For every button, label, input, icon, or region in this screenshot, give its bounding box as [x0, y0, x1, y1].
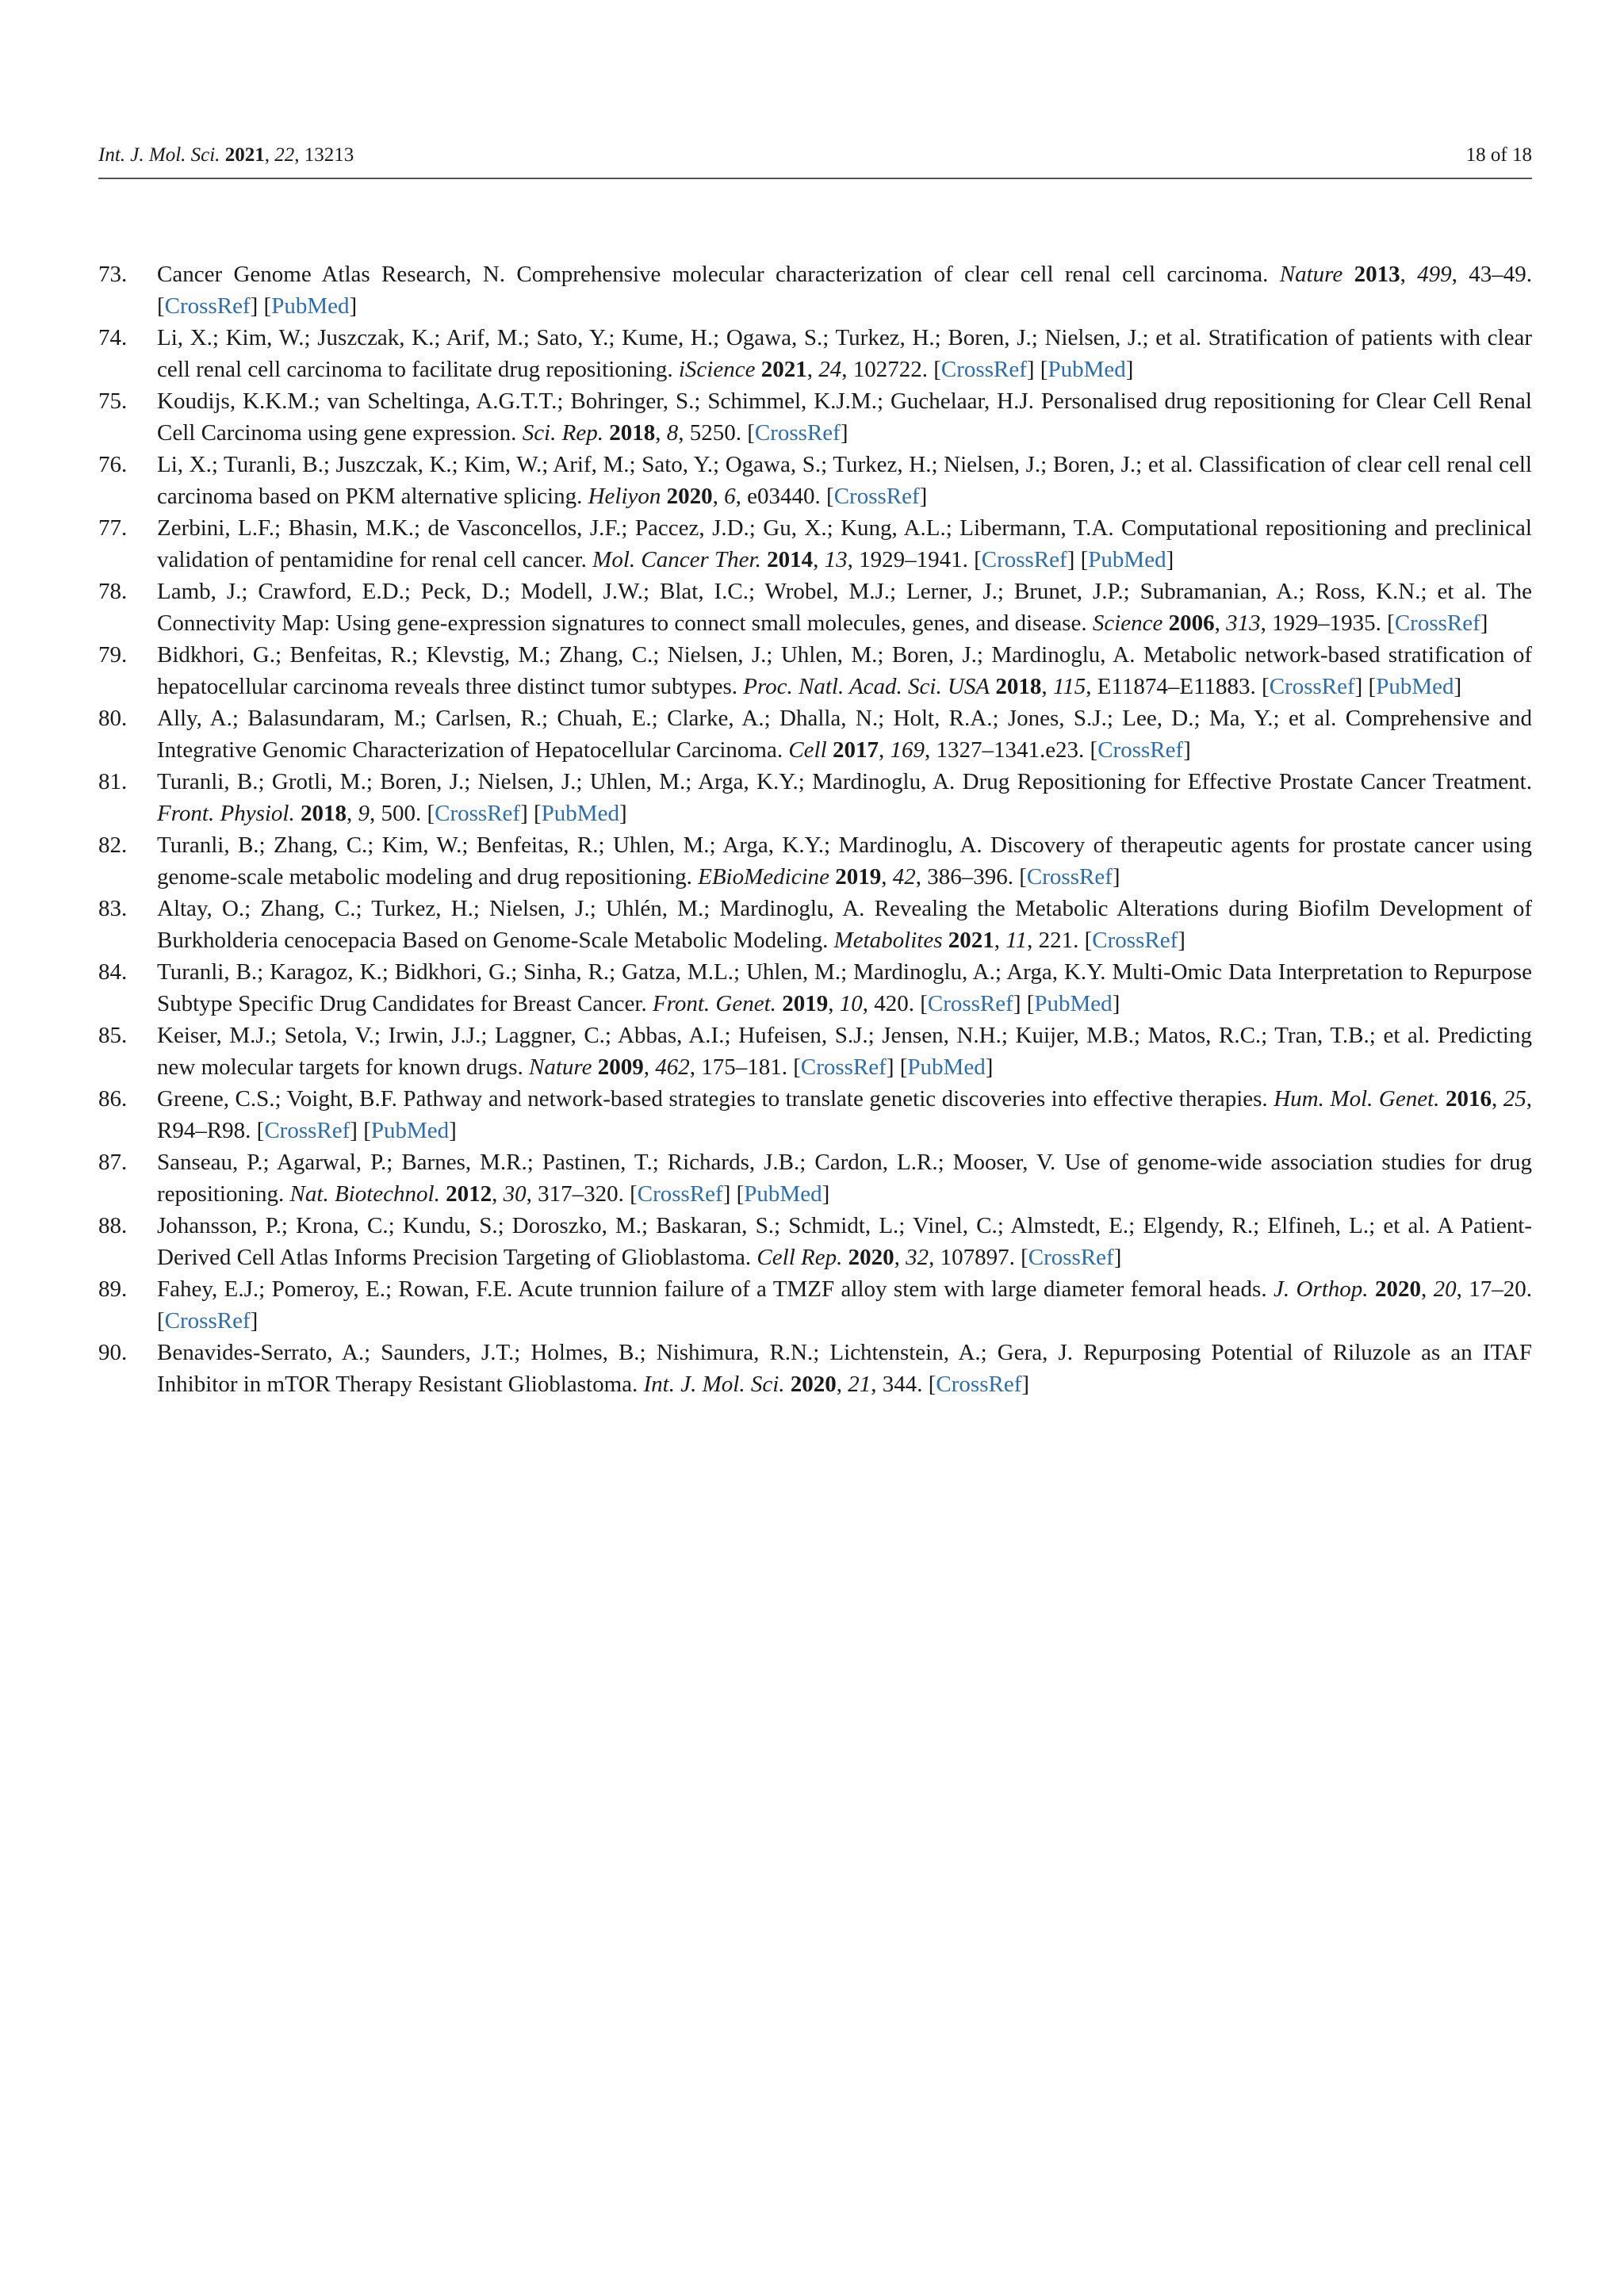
reference-segment: ] — [822, 1181, 830, 1207]
reference-text — [157, 642, 1532, 699]
journal-volume: 22 — [274, 144, 295, 166]
reference-number: 81. — [98, 769, 128, 794]
reference-journal-or-volume: 24 — [818, 357, 842, 382]
reference-segment: , 1929–1941. [ — [847, 547, 982, 572]
reference-journal-or-volume: Nature — [528, 1054, 592, 1080]
reference-segment: , — [836, 1372, 848, 1397]
reference-item — [98, 512, 1532, 576]
reference-number: 88. — [98, 1213, 128, 1238]
reference-journal-or-volume: 115 — [1052, 674, 1086, 699]
reference-journal-or-volume: Cell Rep. — [756, 1245, 843, 1270]
reference-segment: ] — [840, 420, 848, 446]
crossref-link[interactable]: CrossRef — [264, 1118, 350, 1143]
reference-segment: , — [813, 547, 825, 572]
reference-journal-or-volume: iScience — [678, 357, 756, 382]
pubmed-link[interactable]: PubMed — [1088, 547, 1166, 572]
reference-year: 2020 — [848, 1245, 894, 1270]
reference-number: 76. — [98, 452, 128, 477]
reference-segment: , 5250. [ — [678, 420, 755, 446]
reference-year: 2013 — [1354, 262, 1400, 287]
reference-journal-or-volume: Heliyon — [588, 484, 661, 509]
reference-year: 2014 — [767, 547, 814, 572]
reference-journal-or-volume: 32 — [906, 1245, 929, 1270]
reference-year: 2020 — [666, 484, 713, 509]
reference-year: 2017 — [832, 737, 879, 763]
reference-segment — [592, 1054, 597, 1080]
reference-segment — [1439, 1086, 1446, 1112]
reference-year: 2009 — [597, 1054, 644, 1080]
reference-segment: , 1327–1341.e23. [ — [924, 737, 1098, 763]
reference-segment: , E11874–E11883. [ — [1086, 674, 1270, 699]
reference-text — [157, 262, 1532, 319]
reference-segment: , — [878, 737, 891, 763]
reference-segment: Turanli, B.; Grotli, M.; Boren, J.; Nielsen, J.; Uhlen, M.; Arga, K.Y.; Mardinoglu, A. Drug Repositioning for Effective Prostate Cancer Treatment. — [157, 769, 1532, 794]
reference-journal-or-volume: Science — [1092, 610, 1163, 636]
reference-text — [157, 325, 1532, 382]
reference-number: 90. — [98, 1340, 128, 1365]
reference-item — [98, 1146, 1532, 1210]
reference-segment: Bidkhori, G.; Benfeitas, R.; Klevstig, M.; Zhang, C.; Nielsen, J.; Uhlen, M.; Boren, J.; Mardinoglu, A. Metabolic network-based stratification of hepatocellular carcinoma reveals three distinct tumor subtypes. — [157, 642, 1532, 699]
reference-item — [98, 1210, 1532, 1273]
reference-item — [98, 1083, 1532, 1146]
reference-segment: Greene, C.S.; Voight, B.F. Pathway and network-based strategies to translate genetic discoveries into effective therapies. — [157, 1086, 1274, 1112]
journal-citation: Int. J. Mol. Sci. 2021, 22, 13213 — [98, 144, 354, 166]
reference-journal-or-volume: Hum. Mol. Genet. — [1274, 1086, 1440, 1112]
reference-segment: ] [ — [350, 1118, 371, 1143]
crossref-link[interactable]: CrossRef — [981, 547, 1067, 572]
crossref-link[interactable]: CrossRef — [1269, 674, 1355, 699]
reference-journal-or-volume: 30 — [503, 1181, 527, 1207]
reference-number: 85. — [98, 1023, 128, 1048]
reference-segment: ] — [919, 484, 928, 509]
crossref-link[interactable]: CrossRef — [1092, 928, 1178, 953]
reference-text — [157, 769, 1532, 826]
reference-segment: ] [ — [722, 1181, 745, 1207]
reference-segment: ] — [1113, 1245, 1122, 1270]
reference-journal-or-volume: 21 — [848, 1372, 871, 1397]
reference-item — [98, 702, 1532, 766]
reference-year: 2020 — [1374, 1276, 1421, 1302]
reference-segment — [440, 1181, 446, 1207]
reference-segment: , — [643, 1054, 656, 1080]
reference-segment: Sanseau, P.; Agarwal, P.; Barnes, M.R.; Pastinen, T.; Richards, J.B.; Cardon, L.R.; Mooser, V. Use of genome-wide association studies for drug repositioning. — [157, 1150, 1532, 1207]
crossref-link[interactable]: CrossRef — [435, 801, 521, 826]
reference-item — [98, 1273, 1532, 1337]
crossref-link[interactable]: CrossRef — [936, 1372, 1022, 1397]
reference-segment: ] [ — [1026, 357, 1048, 382]
reference-segment: , 344. [ — [871, 1372, 936, 1397]
reference-item — [98, 1337, 1532, 1400]
reference-segment: ] — [1480, 610, 1488, 636]
reference-text — [157, 452, 1532, 509]
reference-segment: , 107897. [ — [929, 1245, 1028, 1270]
reference-year: 2016 — [1445, 1086, 1492, 1112]
reference-segment: , — [712, 484, 725, 509]
reference-segment: , 420. [ — [862, 991, 928, 1016]
reference-segment: ] — [250, 1308, 259, 1334]
reference-journal-or-volume: Front. Physiol. — [157, 801, 295, 826]
reference-segment — [1369, 1276, 1375, 1302]
reference-segment — [661, 484, 666, 509]
reference-list — [98, 258, 1532, 1400]
reference-number: 84. — [98, 959, 128, 985]
reference-segment: , e03440. [ — [735, 484, 834, 509]
reference-segment: Cancer Genome Atlas Research, N. Comprehensive molecular characterization of clear cell renal cell carcinoma. — [157, 262, 1280, 287]
article-number: 13213 — [304, 144, 354, 166]
reference-segment: ] [ — [520, 801, 542, 826]
reference-segment: ] — [985, 1054, 994, 1080]
reference-year: 2006 — [1168, 610, 1215, 636]
reference-item — [98, 1020, 1532, 1083]
reference-segment: ] [ — [886, 1054, 908, 1080]
reference-journal-or-volume: 499 — [1417, 262, 1452, 287]
reference-text — [157, 959, 1532, 1016]
reference-segment: , — [894, 1245, 906, 1270]
crossref-link[interactable]: CrossRef — [164, 293, 251, 319]
reference-item — [98, 258, 1532, 322]
reference-segment: , — [655, 420, 667, 446]
reference-segment: ] — [1112, 864, 1120, 890]
reference-segment: Fahey, E.J.; Pomeroy, E.; Rowan, F.E. Acute trunnion failure of a TMZF alloy stem with large diameter femoral heads. — [157, 1276, 1274, 1302]
pubmed-link[interactable]: PubMed — [1048, 357, 1126, 382]
reference-segment: , — [1491, 1086, 1503, 1112]
reference-item — [98, 449, 1532, 512]
reference-journal-or-volume: Front. Genet. — [652, 991, 776, 1016]
reference-segment: ] [ — [250, 293, 272, 319]
reference-number: 86. — [98, 1086, 128, 1112]
reference-segment: , 221. [ — [1027, 928, 1093, 953]
reference-text — [157, 1276, 1532, 1334]
reference-text — [157, 1086, 1532, 1143]
reference-segment: , 175–181. [ — [689, 1054, 801, 1080]
reference-journal-or-volume: 313 — [1226, 610, 1261, 636]
reference-segment: ] — [1178, 928, 1185, 953]
reference-segment: Lamb, J.; Crawford, E.D.; Peck, D.; Modell, J.W.; Blat, I.C.; Wrobel, M.J.; Lerner, J.; Brunet, J.P.; Subramanian, A.; Ross, K.N.; et al. The Connectivity Map: Using gene-expression signatures to connect small molecules, genes, and disease. — [157, 579, 1532, 636]
reference-year: 2012 — [446, 1181, 492, 1207]
reference-segment: ] — [1021, 1372, 1030, 1397]
reference-segment: ] — [1166, 547, 1174, 572]
reference-item — [98, 766, 1532, 829]
reference-segment: , — [994, 928, 1006, 953]
reference-segment — [827, 737, 833, 763]
reference-text — [157, 706, 1532, 763]
reference-journal-or-volume: Int. J. Mol. Sci. — [643, 1372, 785, 1397]
reference-journal-or-volume: Nat. Biotechnol. — [289, 1181, 440, 1207]
crossref-link[interactable]: CrossRef — [1097, 737, 1184, 763]
reference-item — [98, 639, 1532, 702]
reference-segment: , 43–49. [ — [157, 262, 1532, 319]
reference-text — [157, 896, 1532, 953]
reference-number: 73. — [98, 262, 128, 287]
pubmed-link[interactable]: PubMed — [1034, 991, 1113, 1016]
reference-year: 2021 — [948, 928, 994, 953]
reference-journal-or-volume: 10 — [839, 991, 863, 1016]
reference-segment: , 500. [ — [369, 801, 435, 826]
reference-segment — [755, 357, 760, 382]
reference-segment — [785, 1372, 791, 1397]
reference-number: 87. — [98, 1150, 128, 1175]
reference-number: 82. — [98, 832, 128, 858]
reference-journal-or-volume: 11 — [1005, 928, 1028, 953]
reference-segment: ] — [1125, 357, 1134, 382]
reference-segment: Koudijs, K.K.M.; van Scheltinga, A.G.T.T.; Bohringer, S.; Schimmel, K.J.M.; Guchelaar, H.J. Personalised drug repositioning for Clear Cell Renal Cell Carcinoma using gene expression. — [157, 388, 1532, 446]
reference-segment: , — [881, 864, 893, 890]
reference-segment: Turanli, B.; Zhang, C.; Kim, W.; Benfeitas, R.; Uhlen, M.; Arga, K.Y.; Mardinoglu, A. Discovery of therapeutic agents for prostate cancer using genome-scale metabolic modeling and drug repositioning. — [157, 832, 1532, 890]
reference-number: 75. — [98, 388, 128, 414]
reference-segment: , 17–20. [ — [157, 1276, 1533, 1334]
reference-journal-or-volume: Nature — [1279, 262, 1343, 287]
crossref-link[interactable]: CrossRef — [800, 1054, 887, 1080]
reference-text — [157, 515, 1532, 572]
reference-journal-or-volume: 42 — [892, 864, 916, 890]
reference-text — [157, 579, 1532, 636]
reference-journal-or-volume: J. Orthop. — [1273, 1276, 1369, 1302]
reference-journal-or-volume: Mol. Cancer Ther. — [592, 547, 761, 572]
reference-segment: ] — [1112, 991, 1120, 1016]
reference-segment: , R94–R98. [ — [157, 1086, 1533, 1143]
reference-segment — [943, 928, 948, 953]
crossref-link[interactable]: CrossRef — [927, 991, 1013, 1016]
crossref-link[interactable]: CrossRef — [833, 484, 920, 509]
reference-segment — [295, 801, 301, 826]
reference-year: 2020 — [790, 1372, 837, 1397]
reference-journal-or-volume: Proc. Natl. Acad. Sci. USA — [743, 674, 990, 699]
reference-journal-or-volume: 20 — [1433, 1276, 1457, 1302]
reference-segment: ] [ — [1013, 991, 1035, 1016]
reference-journal-or-volume: Sci. Rep. — [522, 420, 603, 446]
reference-segment: ] — [619, 801, 627, 826]
reference-text — [157, 388, 1532, 446]
reference-segment: , — [1214, 610, 1227, 636]
reference-segment: ] [ — [1067, 547, 1089, 572]
reference-item — [98, 829, 1532, 893]
reference-segment — [1162, 610, 1168, 636]
reference-segment: ] — [449, 1118, 457, 1143]
journal-abbrev: Int. J. Mol. Sci. — [98, 144, 220, 166]
reference-segment: Turanli, B.; Karagoz, K.; Bidkhori, G.; Sinha, R.; Gatza, M.L.; Uhlen, M.; Mardinoglu, A.; Arga, K.Y. Multi-Omic Data Interpretation to Repurpose Subtype Specific Drug Candidates for Breast Cancer. — [157, 959, 1532, 1016]
journal-year: 2021 — [224, 144, 265, 166]
crossref-link[interactable]: CrossRef — [1028, 1245, 1114, 1270]
reference-journal-or-volume: 6 — [724, 484, 736, 509]
reference-segment — [842, 1245, 848, 1270]
crossref-link[interactable]: CrossRef — [164, 1308, 251, 1334]
crossref-link[interactable]: CrossRef — [754, 420, 841, 446]
reference-year: 2018 — [609, 420, 656, 446]
reference-segment: , — [1400, 262, 1418, 287]
pubmed-link[interactable]: PubMed — [370, 1118, 450, 1143]
reference-segment — [1342, 262, 1354, 287]
reference-segment: , 102722. [ — [841, 357, 941, 382]
reference-segment: ] — [349, 293, 358, 319]
reference-journal-or-volume: EBioMedicine — [698, 864, 829, 890]
reference-text — [157, 1023, 1532, 1080]
reference-number: 80. — [98, 706, 128, 731]
pubmed-link[interactable]: PubMed — [1376, 674, 1454, 699]
reference-year: 2019 — [782, 991, 829, 1016]
reference-journal-or-volume: Cell — [788, 737, 827, 763]
pubmed-link[interactable]: PubMed — [271, 293, 350, 319]
reference-segment: Li, X.; Kim, W.; Juszczak, K.; Arif, M.; Sato, Y.; Kume, H.; Ogawa, S.; Turkez, H.; Boren, J.; Nielsen, J.; et al. Stratification of patients with clear cell renal cell carcinoma to facilitate drug repositioning. — [157, 325, 1532, 382]
reference-segment: , 317–320. [ — [526, 1181, 638, 1207]
reference-text — [157, 1150, 1532, 1207]
reference-segment: , — [1420, 1276, 1434, 1302]
reference-item — [98, 893, 1532, 956]
reference-item — [98, 956, 1532, 1020]
reference-segment: , 1929–1935. [ — [1260, 610, 1395, 636]
pubmed-link[interactable]: PubMed — [744, 1181, 822, 1207]
reference-journal-or-volume: 169 — [890, 737, 925, 763]
reference-item — [98, 385, 1532, 449]
reference-segment: Benavides-Serrato, A.; Saunders, J.T.; Holmes, B.; Nishimura, R.N.; Lichtenstein, A.; Gera, J. Repurposing Potential of Riluzole as an ITAF Inhibitor in mTOR Therapy Resistant Glioblastoma. — [157, 1340, 1532, 1397]
reference-number: 83. — [98, 896, 128, 921]
reference-item — [98, 322, 1532, 385]
reference-text — [157, 832, 1532, 890]
reference-number: 79. — [98, 642, 128, 668]
reference-journal-or-volume: 9 — [358, 801, 370, 826]
reference-journal-or-volume: 25 — [1503, 1086, 1526, 1112]
reference-journal-or-volume: 8 — [666, 420, 679, 446]
pubmed-link[interactable]: PubMed — [541, 801, 619, 826]
reference-item — [98, 576, 1532, 639]
reference-journal-or-volume: Metabolites — [833, 928, 943, 953]
crossref-link[interactable]: CrossRef — [1026, 864, 1113, 890]
reference-year: 2018 — [300, 801, 347, 826]
reference-number: 89. — [98, 1276, 128, 1302]
reference-segment: Altay, O.; Zhang, C.; Turkez, H.; Nielsen, J.; Uhlén, M.; Mardinoglu, A. Revealing the Metabolic Alterations during Biofilm Development of Burkholderia cenocepacia Based on Genome-Scale Metabolic Modeling. — [157, 896, 1532, 953]
reference-number: 74. — [98, 325, 128, 350]
crossref-link[interactable]: CrossRef — [1394, 610, 1480, 636]
crossref-link[interactable]: CrossRef — [637, 1181, 723, 1207]
reference-text — [157, 1213, 1532, 1270]
reference-segment: , — [492, 1181, 504, 1207]
reference-year: 2019 — [835, 864, 882, 890]
crossref-link[interactable]: CrossRef — [940, 357, 1027, 382]
page-number: 18 of 18 — [1465, 144, 1532, 166]
reference-journal-or-volume: 13 — [824, 547, 848, 572]
reference-segment: ] — [1454, 674, 1462, 699]
reference-segment: Zerbini, L.F.; Bhasin, M.K.; de Vasconcellos, J.F.; Paccez, J.D.; Gu, X.; Kung, A.L.; Libermann, T.A. Computational repositioning and preclinical validation of pentamidine for renal cell cancer. — [157, 515, 1532, 572]
reference-segment: Li, X.; Turanli, B.; Juszczak, K.; Kim, W.; Arif, M.; Sato, Y.; Ogawa, S.; Turkez, H.; Nielsen, J.; Boren, J.; et al. Classification of clear cell renal cell carcinoma based on PKM alternative splicing. — [157, 452, 1532, 509]
reference-year: 2021 — [760, 357, 807, 382]
reference-year: 2018 — [995, 674, 1042, 699]
reference-segment: , — [1041, 674, 1053, 699]
reference-segment: , — [346, 801, 358, 826]
reference-segment: Ally, A.; Balasundaram, M.; Carlsen, R.; Chuah, E.; Clarke, A.; Dhalla, N.; Holt, R.A.; Jones, S.J.; Lee, D.; Ma, Y.; et al. Comprehensive and Integrative Genomic Characterization of Hepatocellular Carcinoma. — [157, 706, 1532, 763]
reference-segment: ] — [1183, 737, 1191, 763]
running-header — [98, 140, 1532, 179]
reference-segment: ] [ — [1354, 674, 1377, 699]
reference-segment — [761, 547, 767, 572]
pubmed-link[interactable]: PubMed — [907, 1054, 986, 1080]
reference-number: 78. — [98, 579, 128, 604]
reference-segment: Johansson, P.; Krona, C.; Kundu, S.; Doroszko, M.; Baskaran, S.; Schmidt, L.; Vinel, C.; Almstedt, E.; Elgendy, R.; Elfineh, L.; et al. A Patient-Derived Cell Atlas Informs Precision Targeting of Glioblastoma. — [157, 1213, 1532, 1270]
reference-journal-or-volume: 462 — [655, 1054, 690, 1080]
reference-segment: , — [828, 991, 840, 1016]
reference-segment: , — [806, 357, 819, 382]
reference-number: 77. — [98, 515, 128, 541]
reference-text — [157, 1340, 1532, 1397]
reference-segment: , 386–396. [ — [915, 864, 1027, 890]
reference-segment: Keiser, M.J.; Setola, V.; Irwin, J.J.; Laggner, C.; Abbas, A.I.; Hufeisen, S.J.; Jensen, N.H.; Kuijer, M.B.; Matos, R.C.; Tran, T.B.; et al. Predicting new molecular targets for known drugs. — [157, 1023, 1532, 1080]
